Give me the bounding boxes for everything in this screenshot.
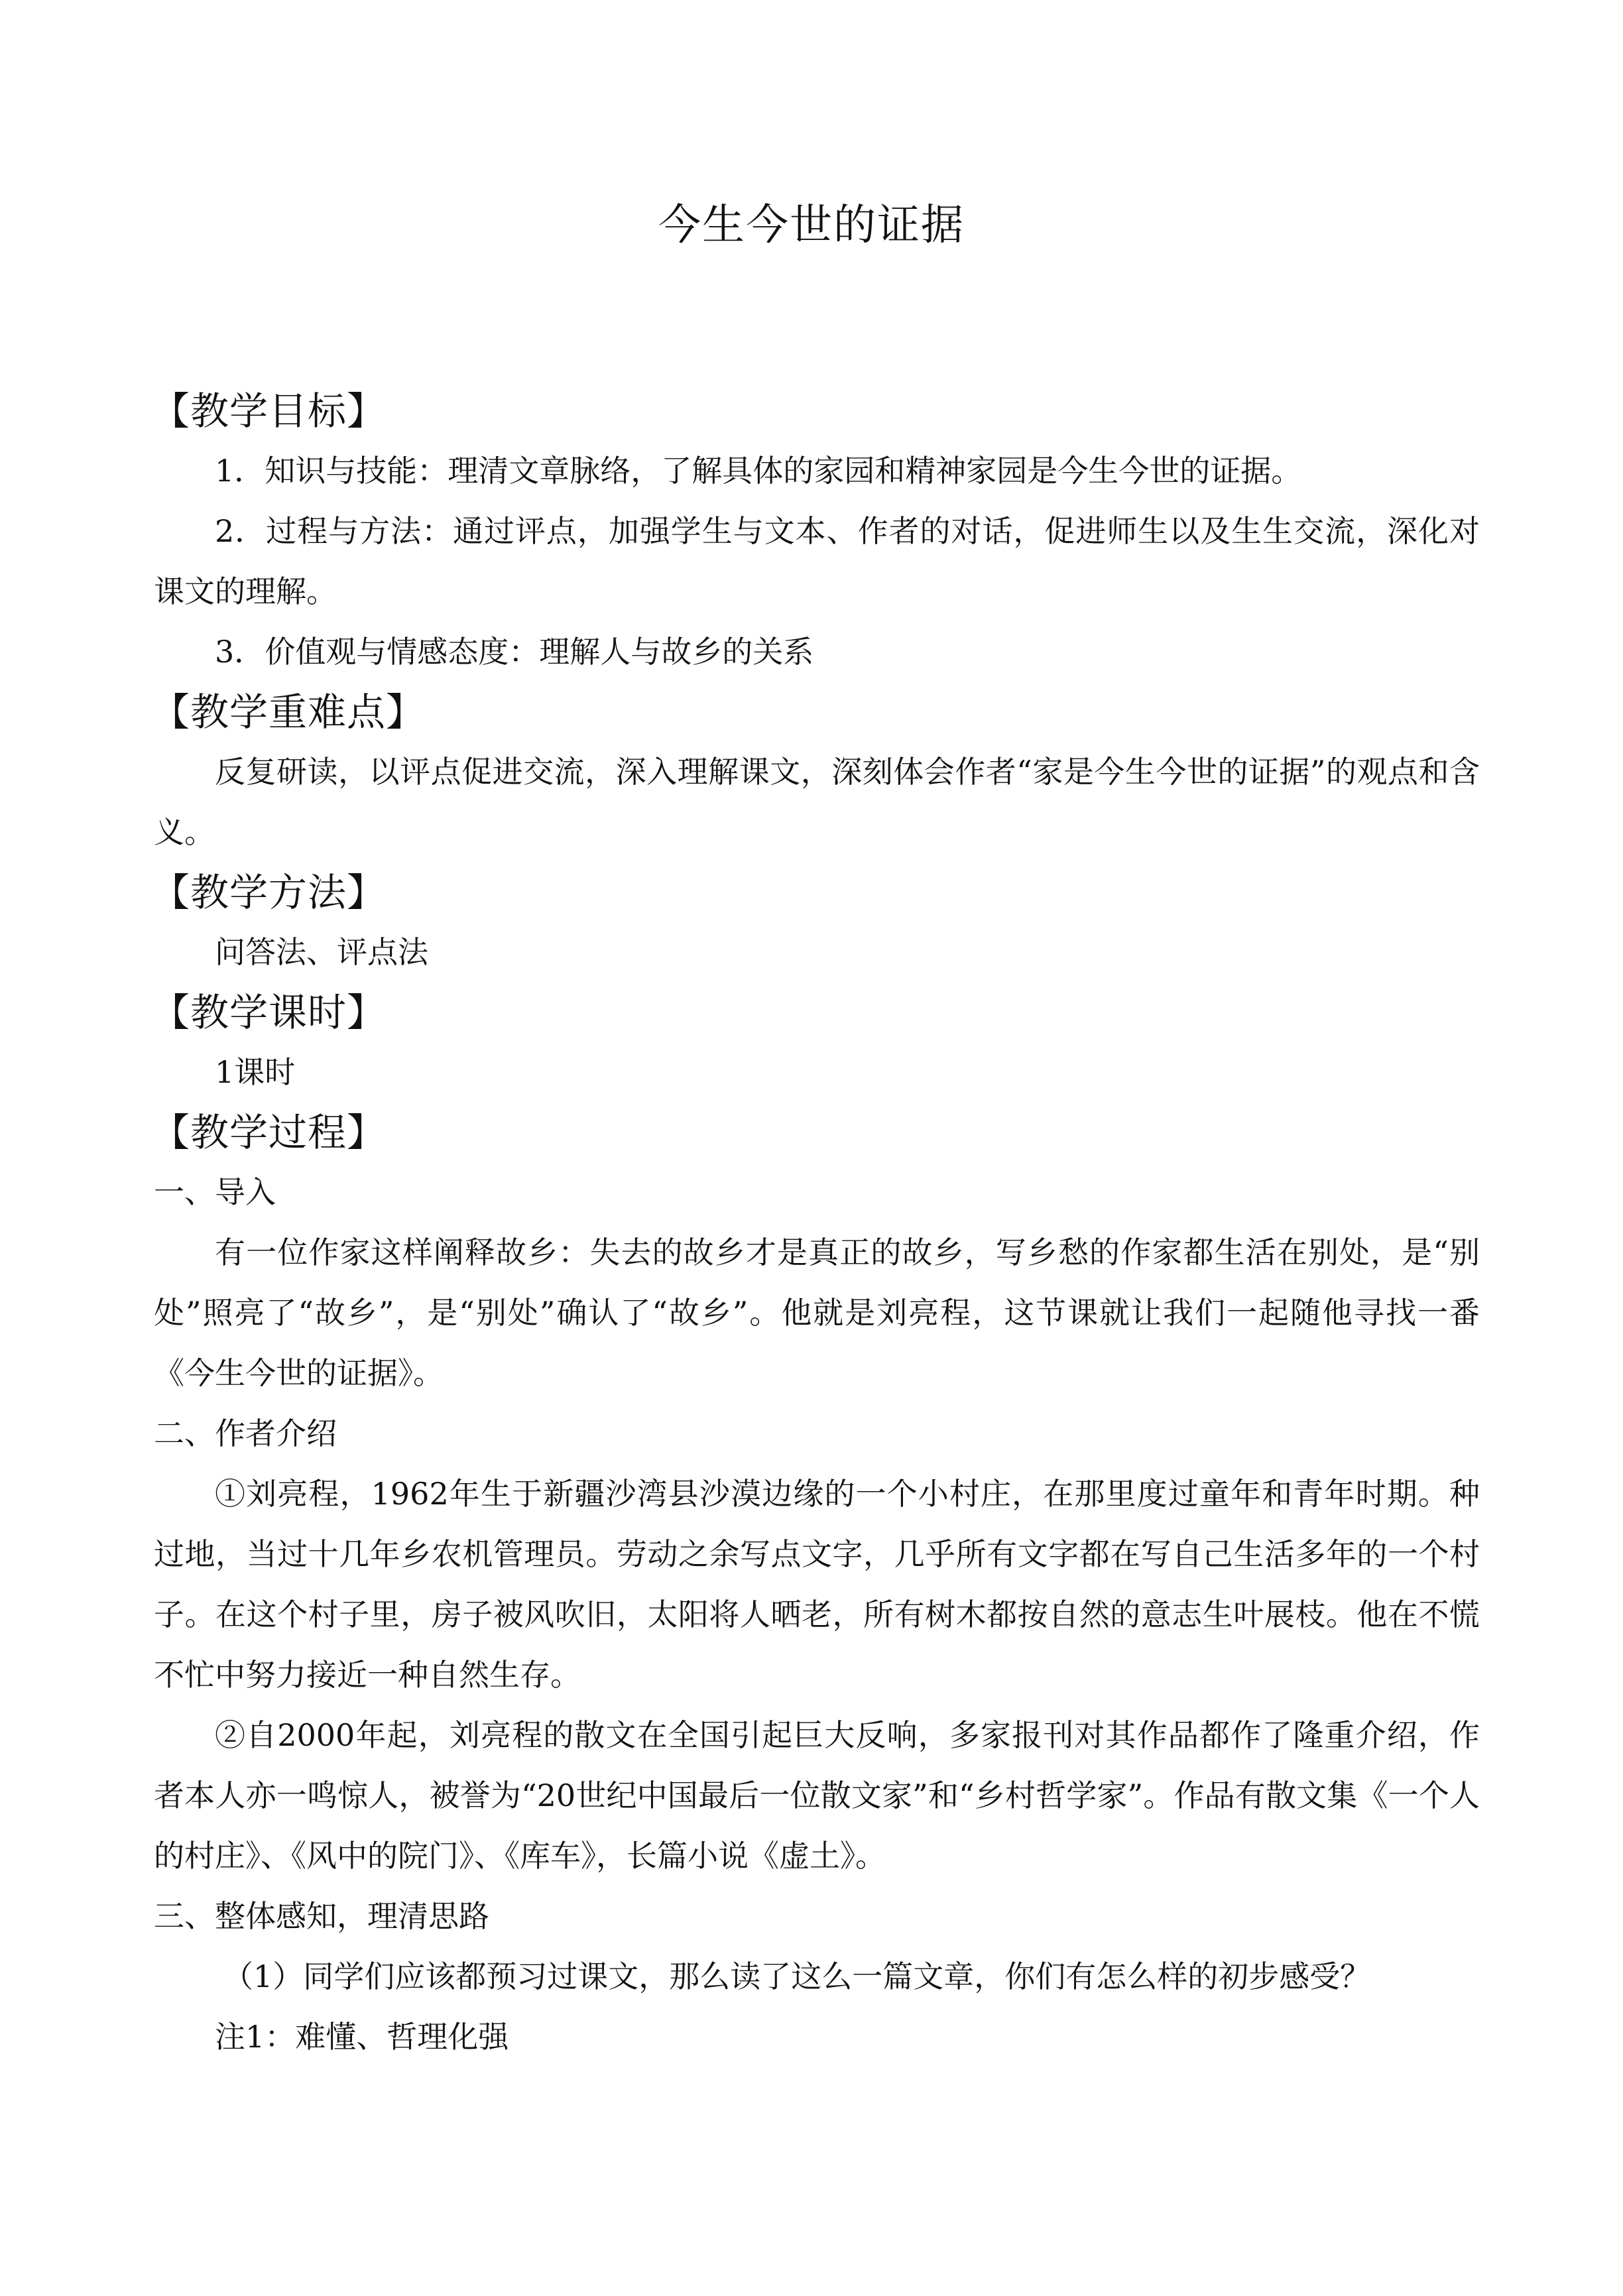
- methods-text: 问答法、评点法: [215, 934, 428, 970]
- intro-text: 有一位作家这样阐释故乡：失去的故乡才是真正的故乡，写乡愁的作家都生活在别处，是“别处”照亮了“故乡”，是“别处”确认了“故乡”。他就是刘亮程，这节课就让我们一起随他寻找一番《今生今世的证据》。: [154, 1235, 1480, 1391]
- section-heading-key-points: 【教学重难点】: [151, 690, 426, 735]
- overview-question-1: （1）同学们应该都预习过课文，那么读了这么一篇文章，你们有怎么样的初步感受？: [223, 1959, 1371, 1994]
- hours-text: 1课时: [215, 1054, 296, 1090]
- goal-item-2: 2．过程与方法：通过评点，加强学生与文本、作者的对话，促进师生以及生生交流，深化对课文的理解。: [154, 513, 1480, 609]
- goal-item-3: 3．价值观与情感态度：理解人与故乡的关系: [215, 634, 814, 670]
- section-heading-goals: 【教学目标】: [151, 389, 387, 434]
- author-paragraph-1: ①刘亮程，1962年生于新疆沙湾县沙漠边缘的一个小村庄，在那里度过童年和青年时期。种过地，当过十几年乡农机管理员。劳动之余写点文字，几乎所有文字都在写自己生活多年的一个村子。在这个村子里，房子被风吹旧，太阳将人晒老，所有树木都按自然的意志生叶展枝。他在不慌不忙中努力接近一种自然生存。: [154, 1476, 1480, 1693]
- author-paragraph-2: ②自2000年起，刘亮程的散文在全国引起巨大反响，多家报刊对其作品都作了隆重介绍，作者本人亦一鸣惊人，被誉为“20世纪中国最后一位散文家”和“乡村哲学家”。作品有散文集《一个人的村庄》、《风中的院门》、《库车》，长篇小说《虚土》。: [154, 1717, 1480, 1874]
- subheading-author: 二、作者介绍: [154, 1416, 337, 1451]
- subheading-intro: 一、导入: [154, 1174, 276, 1210]
- subheading-overview: 三、整体感知，理清思路: [154, 1898, 489, 1934]
- document-body: [151, 381, 1480, 2067]
- overview-note-1: 注1：难懂、哲理化强: [215, 2019, 509, 2055]
- section-heading-hours: 【教学课时】: [151, 990, 387, 1035]
- document-title: 今生今世的证据: [658, 201, 965, 250]
- section-heading-process: 【教学过程】: [151, 1110, 387, 1155]
- key-points-text: 反复研读，以评点促进交流，深入理解课文，深刻体会作者“家是今生今世的证据”的观点和含义。: [154, 754, 1480, 850]
- section-heading-methods: 【教学方法】: [151, 870, 387, 915]
- goal-item-1: 1．知识与技能：理清文章脉络，了解具体的家园和精神家园是今生今世的证据。: [215, 453, 1302, 489]
